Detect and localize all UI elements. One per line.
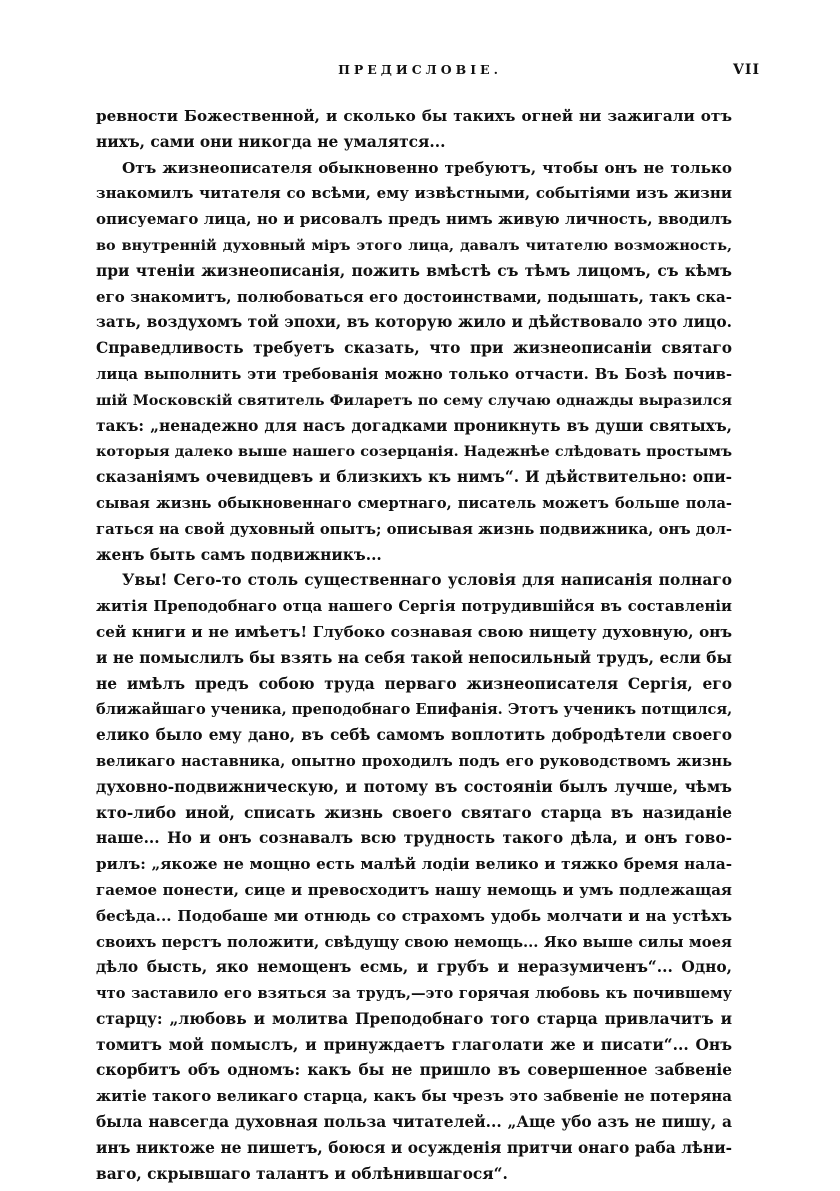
text-line: была навсегда духовная польза читателей... „Аще убо азъ не пишу, а [96, 1113, 732, 1132]
text-line: Справедливость требуетъ сказать, что при жизнеописаніи святаго [96, 339, 732, 358]
text-line: женъ быть самъ подвижникъ... [96, 545, 382, 564]
text-line: старцу: „любовь и молитва Преподобнаго того старца привлачитъ и [96, 1009, 732, 1028]
text-line: нихъ, сами они никогда не умалятся... [96, 132, 446, 151]
text-line: елико было ему дано, въ себѣ самомъ воплотить добродѣтели своего [96, 726, 732, 745]
text-line: сей книги и не имѣетъ! Глубоко сознавая свою нищету духовную, онъ [96, 622, 732, 641]
text-line: Увы! Сего-то столь существеннаго условія для написанія полнаго [122, 571, 732, 590]
page-number: VII [733, 62, 760, 78]
text-line: что заставило его взяться за трудъ,—это горячая любовь къ почившему [96, 985, 732, 1003]
text-line: зать, воздухомъ той эпохи, въ которую жило и дѣйствовало это лицо. [96, 313, 732, 332]
text-line: скорбитъ объ одномъ: какъ бы не пришло въ совершенное забвеніе [96, 1061, 732, 1080]
text-line: и не помыслилъ бы взять на себя такой непосильный трудъ, если бы [96, 648, 732, 667]
text-line: житіе такого великаго старца, какъ бы чрезъ это забвеніе не потеряна [96, 1087, 732, 1106]
text-line: не имѣлъ предъ собою труда перваго жизнеописателя Сергія, его [96, 674, 732, 693]
text-line: кто-либо иной, списать жизнь своего святаго старца въ назиданіе [96, 803, 732, 822]
text-line: сывая жизнь обыкновеннаго смертнаго, писатель можетъ больше пола- [96, 494, 732, 512]
running-head-title: ПРЕДИСЛОВІЕ. [338, 62, 502, 77]
text-line: дѣло бысть, яко немощенъ есмь, и грубъ и неразумиченъ“... Одно, [96, 958, 732, 977]
text-line: великаго наставника, опытно проходилъ подъ его руководствомъ жизнь [96, 752, 732, 770]
text-line: ближайшаго ученика, преподобнаго Епифанія. Этотъ ученикъ потщился, [96, 701, 732, 719]
text-line: житія Преподобнаго отца нашего Сергія потрудившійся въ составленіи [96, 598, 732, 616]
text-line: ваго, скрывшаго талантъ и облѣнившагося“. [96, 1164, 508, 1183]
text-line: гаемое понести, сице и превосходитъ нашу немощь и умъ подлежащая [96, 880, 732, 899]
text-line: бесѣда... Подобаше ми отнюдь со страхомъ удобь молчати и на устѣхъ [96, 906, 732, 925]
text-line: своихъ перстъ положити, свѣдущу свою немощь... Яко выше силы моея [96, 933, 732, 951]
text-line: шій Московскій святитель Филаретъ по сему случаю однажды выразился [96, 391, 732, 409]
body-text [96, 104, 732, 1187]
text-line: духовно-подвижническую, и потому въ состояніи былъ лучше, чѣмъ [96, 777, 732, 796]
text-line: при чтеніи жизнеописанія, пожить вмѣстѣ съ тѣмъ лицомъ, съ кѣмъ [96, 261, 732, 280]
text-line: его знакомитъ, полюбоваться его достоинствами, подышать, такъ ска- [96, 287, 732, 306]
running-head [0, 62, 840, 86]
text-line: инъ никтоже не пишетъ, боюся и осужденія притчи онаго раба лѣни- [96, 1138, 732, 1157]
text-line: такъ: „ненадежно для насъ догадками проникнуть въ души святыхъ, [96, 416, 732, 435]
text-line: описуемаго лица, но и рисовалъ предъ нимъ живую личность, вводилъ [96, 210, 732, 229]
text-line: лица выполнить эти требованія можно только отчасти. Въ Бозѣ почив- [96, 365, 732, 383]
text-line: которыя далеко выше нашего созерцанія. Надежнѣе слѣдовать простымъ [96, 443, 732, 461]
text-line: сказаніямъ очевидцевъ и близкихъ къ нимъ“. И дѣйствительно: опи- [96, 468, 732, 487]
text-line: знакомилъ читателя со всѣми, ему извѣстными, событіями изъ жизни [96, 184, 732, 203]
text-line: ревности Божественной, и сколько бы такихъ огней ни зажигали отъ [96, 107, 732, 125]
text-line: Отъ жизнеописателя обыкновенно требуютъ, чтобы онъ не только [122, 158, 732, 177]
text-line: томитъ мой помыслъ, и принуждаетъ глаголати же и писати“... Онъ [96, 1035, 732, 1054]
text-line: гаться на свой духовный опытъ; описывая жизнь подвижника, онъ дол- [96, 520, 732, 538]
text-line: наше... Но и онъ сознавалъ всю трудность такого дѣла, и онъ гово- [96, 829, 732, 848]
text-line: во внутренній духовный міръ этого лица, давалъ читателю возможность, [96, 236, 732, 254]
text-line: рилъ: „якоже не мощно есть малѣй лодіи велико и тяжко бремя нала- [96, 855, 732, 874]
